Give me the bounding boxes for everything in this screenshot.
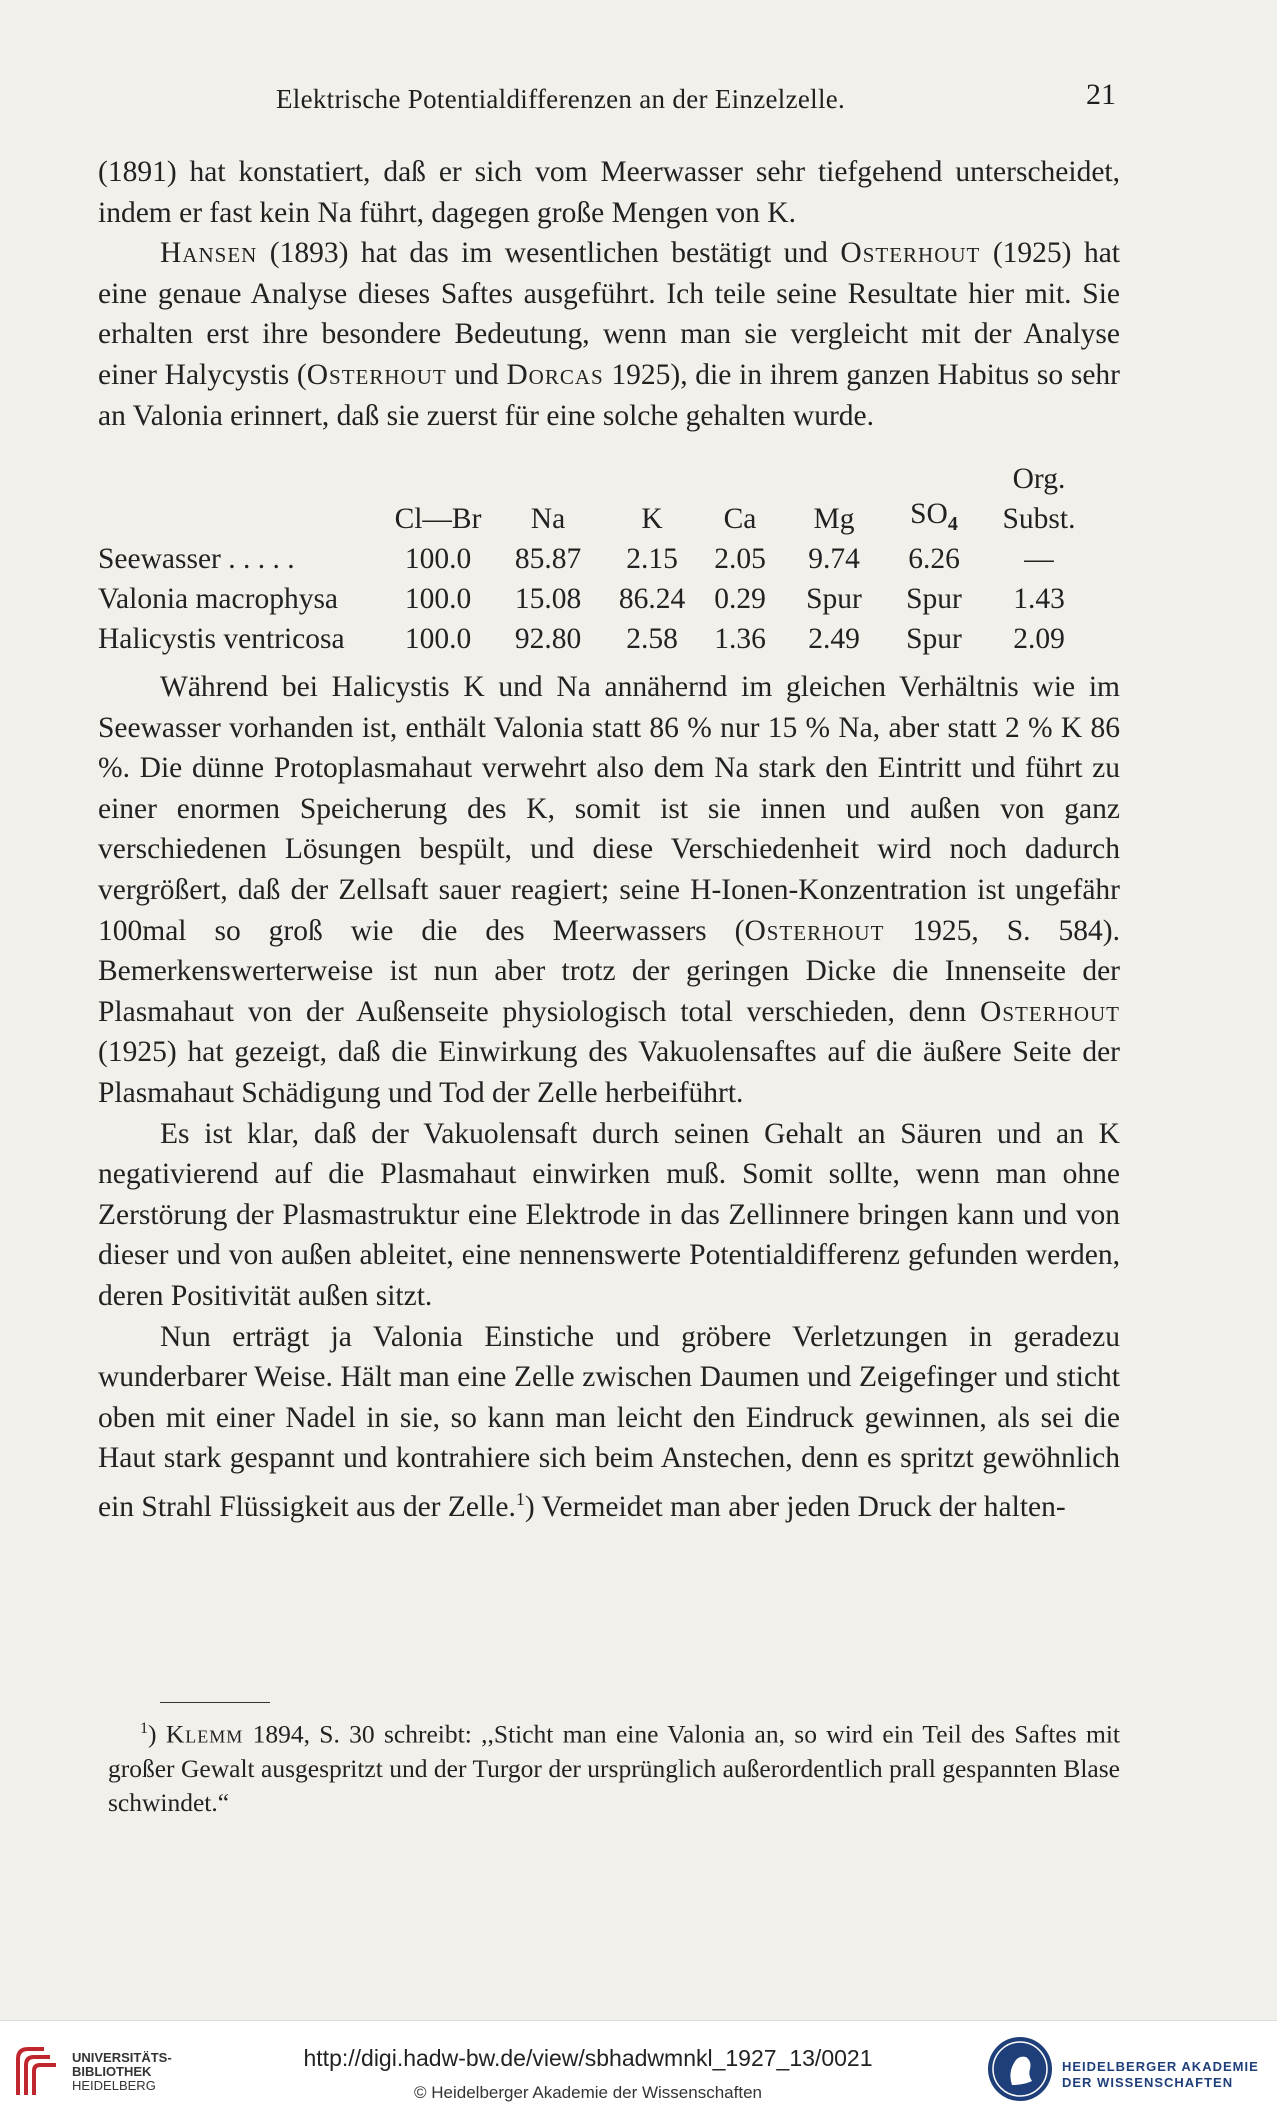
text-run: (1925) hat gezeigt, daß die Einwirkung des Vakuolensaftes auf die äußere Seite der Plasmahaut Schädigung und Tod der Zelle herbeiführt. xyxy=(98,1036,1120,1109)
academy-line-1: HEIDELBERGER AKADEMIE xyxy=(1062,2059,1259,2074)
table-row xyxy=(98,536,1094,576)
text-run: Während bei Halicystis K und Na annähernd im gleichen Verhältnis wie im Seewasser vorhanden ist, enthält Valonia statt 86 % nur 15 % Na, aber statt 2 % K 86 %. Die dünne Protoplasmahaut verwehrt also dem Na stark den Eintritt und führt zu einer enormen Speicherung des K, somit ist sie innen und außen von ganz verschiedenen Lösungen bespült, und diese Verschiedenheit wird noch dadurch vergrößert, daß der Zellsaft sauer reagiert; seine H-Ionen-Konzentration ist ungefähr 100mal so groß wie die des Meerwassers ( xyxy=(98,671,1120,947)
header-ca: Ca xyxy=(723,503,757,535)
table-cell: 1.43 xyxy=(1013,583,1065,615)
author-klemm: Klemm xyxy=(165,1719,244,1749)
table-cell: 6.26 xyxy=(908,543,960,575)
paragraph-2 xyxy=(98,233,1120,436)
text-run: 1894, S. 30 schreibt: ,,Sticht man eine Valonia an, so wird ein Teil des Saftes mit großer Gewalt ausgespritzt und der Turgor der ursprünglich außerordentlich prall gespannten Blase schwindet.“ xyxy=(108,1719,1120,1817)
text-run: 1925, S. 584). Bemerkenswerterweise ist nun aber trotz der geringen Dicke die Innenseite der Plasmahaut von der Außenseite physiologisch total verschieden, denn xyxy=(98,914,1120,1028)
table-cell: 15.08 xyxy=(514,583,582,615)
paragraph-3 xyxy=(98,667,1120,1114)
table-row xyxy=(98,616,1094,656)
running-header xyxy=(100,78,1116,124)
table-cell: 85.87 xyxy=(514,543,582,575)
row-label: Valonia macrophysa xyxy=(98,583,339,615)
table-cell: 92.80 xyxy=(514,623,582,655)
footnote-number: 1 xyxy=(140,1720,148,1737)
header-so4 xyxy=(884,496,984,536)
table-cell: 100.0 xyxy=(404,583,472,615)
header-cl-br: Cl—Br xyxy=(394,503,482,535)
author-osterhout: Osterhout xyxy=(306,358,447,391)
author-osterhout: Osterhout xyxy=(744,914,885,947)
text-run: (1893) hat das im wesentlichen bestätigt und xyxy=(257,237,841,270)
page-number: 21 xyxy=(1086,78,1116,111)
copyright-notice: © Heidelberger Akademie der Wissenschaften xyxy=(414,2083,762,2102)
author-osterhout: Osterhout xyxy=(840,237,981,270)
footnote-text xyxy=(108,1712,1120,1820)
paragraph-5 xyxy=(98,1317,1120,1528)
header-so-sub: 4 xyxy=(947,513,958,535)
library-name xyxy=(72,2051,172,2093)
paragraph-4: Es ist klar, daß der Vakuolensaft durch seinen Gehalt an Säuren und an K negativierend auf die Plasmahaut einwirken muß. Somit sollte, wenn man ohne Zerstörung der Plasmastruktur eine Elektrode in das Zellinnere bringen kann und von dieser und von außen ableitet, eine nennenswerte Potentialdifferenz gefunden werden, deren Positivität außen sitzt. xyxy=(98,1117,1120,1312)
header-so: SO xyxy=(910,498,948,531)
table-cell: 2.09 xyxy=(1013,623,1065,655)
body-text-continued xyxy=(98,667,1120,1527)
footnote-marker[interactable]: 1 xyxy=(515,1488,525,1509)
table-cell: Spur xyxy=(806,583,862,615)
table-cell: 2.05 xyxy=(714,543,766,575)
footnote-rule xyxy=(160,1702,270,1703)
header-k: K xyxy=(641,503,663,535)
text-run: ) Vermeidet man aber jeden Druck der halten- xyxy=(524,1490,1066,1523)
academy-seal-icon[interactable] xyxy=(986,2035,1054,2108)
footer-bar xyxy=(0,2020,1277,2115)
table-header-row-1 xyxy=(98,456,1094,496)
author-dorcas: Dorcas xyxy=(506,358,604,391)
academy-line-2: DER WISSENSCHAFTEN xyxy=(1062,2075,1234,2090)
table-cell: 100.0 xyxy=(404,543,472,575)
table-cell: Spur xyxy=(906,583,962,615)
footnote xyxy=(108,1712,1120,1820)
table-cell: — xyxy=(1024,543,1054,575)
library-logo-icon[interactable] xyxy=(14,2045,64,2102)
academy-name xyxy=(1062,2059,1259,2091)
text-run: Nun erträgt ja Valonia Einstiche und gröbere Verletzungen in geradezu wunderbarer Weise. Hält man eine Zelle zwischen Daumen und Zeigefinger und sticht oben mit einer Nadel in sie, so kann man leicht den Eindruck gewinnen, als sei die Haut stark gespannt und kontrahiere sich beim Anstechen, denn es spritzt gewöhnlich ein Strahl Flüssigkeit aus der Zelle. xyxy=(98,1320,1120,1523)
table-cell: 0.29 xyxy=(714,583,766,615)
text-run: 1925), die in ihrem ganzen Habitus so sehr an Valonia erinnert, daß sie zuerst für eine solche gehalten wurde. xyxy=(98,358,1120,432)
table-cell: 2.58 xyxy=(626,623,678,655)
text-run: und xyxy=(446,358,507,391)
table-cell: 1.36 xyxy=(714,623,766,655)
text-run: ) xyxy=(148,1719,166,1749)
table-cell: 2.15 xyxy=(626,543,678,575)
author-osterhout: Osterhout xyxy=(980,995,1120,1028)
table-cell: 100.0 xyxy=(404,623,472,655)
analysis-table xyxy=(98,456,1094,656)
library-line-3: HEIDELBERG xyxy=(72,2078,156,2093)
header-subst: Subst. xyxy=(1002,503,1076,535)
table-header-row-2 xyxy=(98,496,1094,536)
library-line-1: UNIVERSITÄTS- xyxy=(72,2050,172,2065)
table-cell: Spur xyxy=(906,623,962,655)
source-url-link[interactable]: http://digi.hadw-bw.de/view/sbhadwmnkl_1927_13/0021 xyxy=(303,2045,873,2071)
running-title: Elektrische Potentialdifferenzen an der Einzelzelle. xyxy=(276,84,846,114)
row-label: Seewasser . . . . . xyxy=(98,543,295,575)
library-line-2: BIBLIOTHEK xyxy=(72,2064,152,2079)
table-cell: 2.49 xyxy=(808,623,860,655)
paragraph-1: (1891) hat konstatiert, daß er sich vom Meerwasser sehr tiefgehend unterscheidet, indem er fast kein Na führt, dagegen große Mengen von K. xyxy=(98,156,1120,229)
header-na: Na xyxy=(530,503,566,535)
table-row xyxy=(98,576,1094,616)
body-text xyxy=(98,152,1120,436)
header-org: Org. xyxy=(1012,463,1066,495)
table-cell: 86.24 xyxy=(618,583,686,615)
header-mg: Mg xyxy=(813,503,855,535)
table-cell: 9.74 xyxy=(808,543,860,575)
author-hansen: Hansen xyxy=(160,237,258,270)
row-label: Halicystis ventricosa xyxy=(98,623,345,655)
text-run: (1925) hat eine genaue Analyse dieses Saftes ausgeführt. Ich teile seine Resultate hier mit. Sie erhalten erst ihre besondere Bedeutung, wenn man sie vergleicht mit der Analyse einer Halycystis ( xyxy=(98,237,1120,391)
